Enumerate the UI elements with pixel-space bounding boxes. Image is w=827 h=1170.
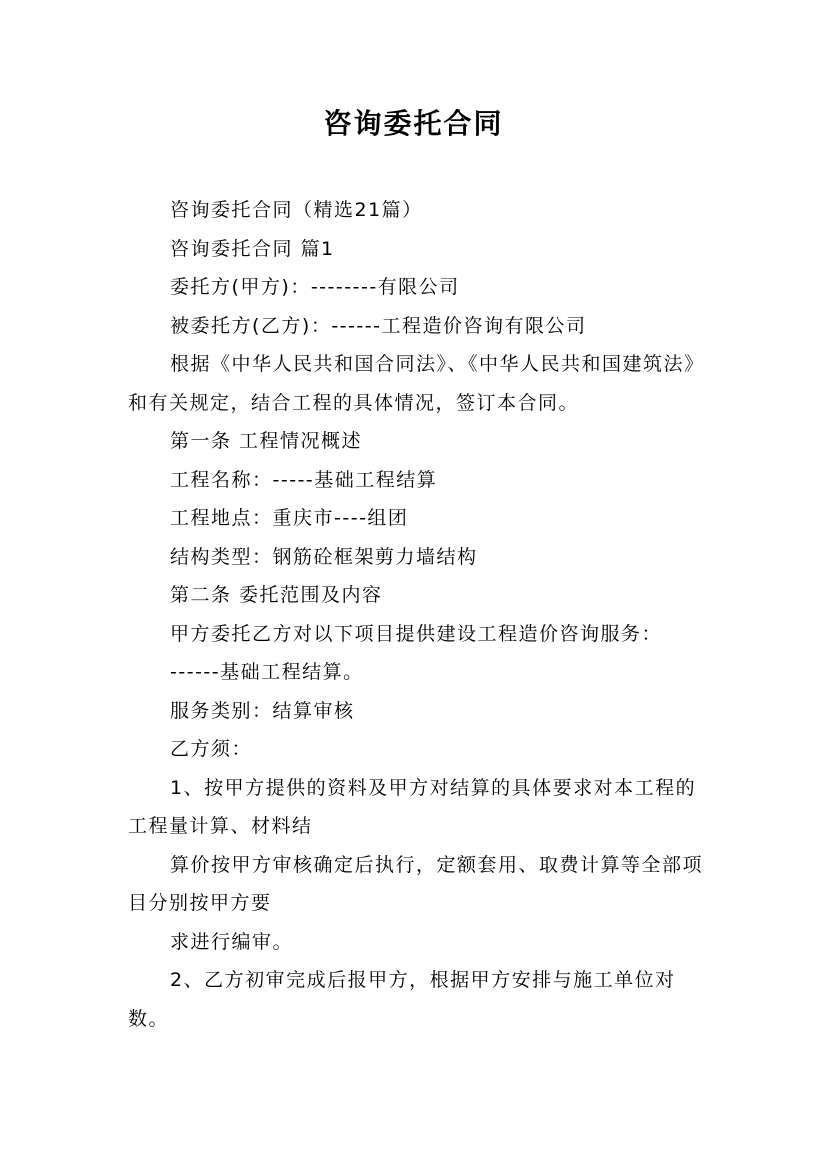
paragraph-scope-item: ------基础工程结算。: [170, 661, 364, 683]
paragraph-heading: 咨询委托合同（精选21篇）: [170, 199, 423, 221]
paragraph-project-name: 工程名称：-----基础工程结算: [170, 468, 438, 491]
paragraph-structure-type: 结构类型：钢筋砼框架剪力墙结构: [170, 545, 478, 568]
paragraph-item-2: 2、乙方初审完成后报甲方，根据甲方安排与施工单位对数。: [128, 969, 676, 1030]
document-title: 咨询委托合同: [323, 107, 504, 140]
paragraph-scope: 甲方委托乙方对以下项目提供建设工程造价咨询服务：: [170, 622, 663, 645]
document-body: [128, 191, 706, 1038]
paragraph-subheading: 咨询委托合同 篇1: [170, 237, 335, 260]
paragraph-item-1a: 1、按甲方提供的资料及甲方对结算的具体要求对本工程的工程量计算、材料结: [128, 776, 697, 837]
paragraph-basis: 根据《中华人民共和国合同法》、《中华人民共和国建筑法》和有关规定，结合工程的具体情况，签订本合同。: [128, 353, 705, 414]
paragraph-project-location: 工程地点：重庆市----组团: [170, 507, 409, 529]
paragraph-item-1b: 算价按甲方审核确定后执行，定额套用、取费计算等全部项目分别按甲方要: [128, 853, 704, 914]
paragraph-item-1c: 求进行编审。: [170, 930, 294, 953]
paragraph-party-b: 被委托方(乙方)：------工程造价咨询有限公司: [170, 314, 587, 337]
paragraph-service-type: 服务类别：结算审核: [170, 699, 355, 722]
paragraph-article-1: 第一条 工程情况概述: [170, 430, 363, 452]
paragraph-party-a: 委托方(甲方)：--------有限公司: [170, 276, 460, 298]
paragraph-article-2: 第二条 委托范围及内容: [170, 584, 383, 606]
paragraph-party-b-must: 乙方须：: [170, 738, 253, 760]
